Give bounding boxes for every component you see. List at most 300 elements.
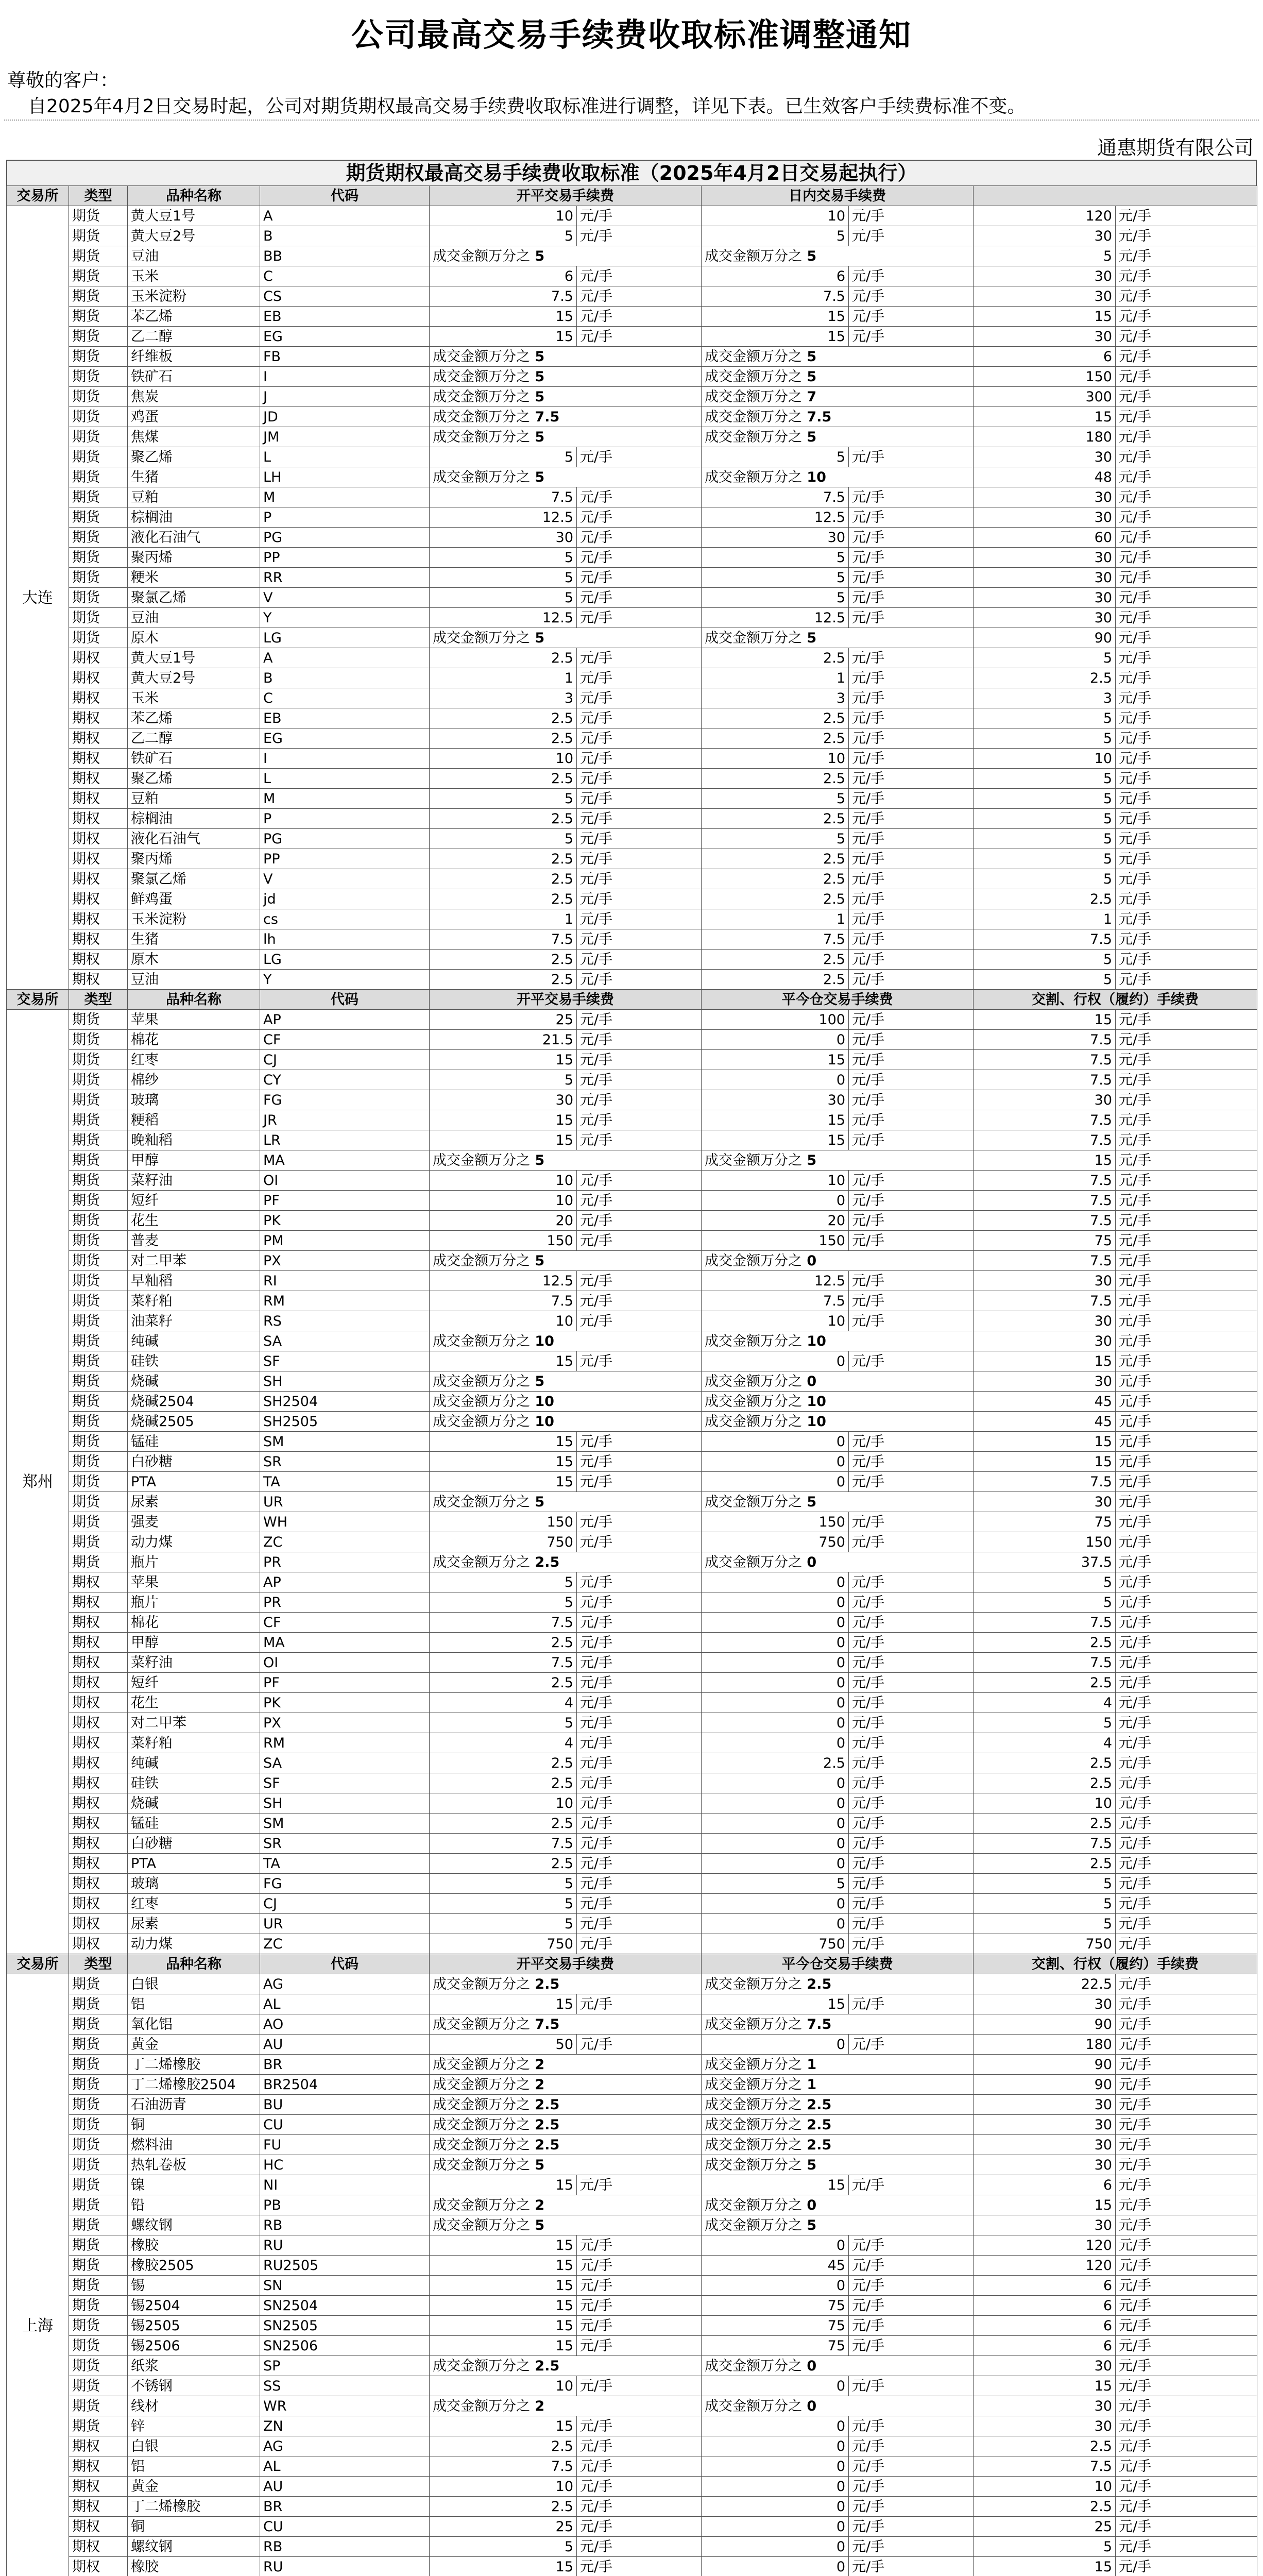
product-name: 烧碱 <box>128 1793 260 1814</box>
table-row <box>7 407 1257 427</box>
product-code: SP <box>260 2356 430 2376</box>
table-row <box>7 2235 1257 2256</box>
product-code: CY <box>260 1070 430 1090</box>
instrument-type: 期货 <box>69 1311 128 1331</box>
table-row <box>7 2477 1257 2497</box>
intraday-fee-value: 5 <box>702 226 849 246</box>
instrument-type: 期货 <box>69 266 128 286</box>
instrument-type: 期货 <box>69 2115 128 2135</box>
delivery-fee-unit: 元/手 <box>1116 1432 1257 1452</box>
instrument-type: 期权 <box>69 2497 128 2517</box>
delivery-fee-value: 6 <box>974 2276 1116 2296</box>
instrument-type: 期权 <box>69 1773 128 1793</box>
table-row <box>7 588 1257 608</box>
product-code: C <box>260 688 430 708</box>
product-code: CJ <box>260 1894 430 1914</box>
intraday-fee-unit: 元/手 <box>849 1653 974 1673</box>
product-name: 玉米 <box>128 688 260 708</box>
table-row <box>7 849 1257 869</box>
delivery-fee-value: 7.5 <box>974 1050 1116 1070</box>
intraday-fee-value: 12.5 <box>702 507 849 528</box>
intraday-fee-unit: 元/手 <box>849 1613 974 1633</box>
intraday-fee-value: 0 <box>702 2436 849 2456</box>
delivery-fee-unit: 元/手 <box>1116 1331 1257 1351</box>
delivery-fee-value: 7.5 <box>974 2456 1116 2477</box>
delivery-fee-unit: 元/手 <box>1116 2396 1257 2416</box>
table-row <box>7 889 1257 909</box>
open-close-fee-unit: 元/手 <box>577 2436 702 2456</box>
delivery-fee-value: 30 <box>974 487 1116 507</box>
instrument-type: 期权 <box>69 2557 128 2576</box>
open-close-fee-unit: 元/手 <box>577 849 702 869</box>
product-name: 晚籼稻 <box>128 1130 260 1150</box>
open-close-fee-unit: 元/手 <box>577 1934 702 1954</box>
open-close-fee-unit: 元/手 <box>577 528 702 548</box>
delivery-fee-unit: 元/手 <box>1116 1854 1257 1874</box>
open-close-fee-prefix: 成交金额万分之 <box>433 248 530 264</box>
product-code: TA <box>260 1854 430 1874</box>
open-close-fee-unit: 元/手 <box>577 307 702 327</box>
delivery-fee-value: 6 <box>974 2175 1116 2195</box>
instrument-type: 期权 <box>69 1934 128 1954</box>
delivery-fee-unit: 元/手 <box>1116 2537 1257 2557</box>
exchange-name: 大连 <box>7 206 69 990</box>
open-close-fee-prefix: 成交金额万分之 <box>433 2398 530 2414</box>
intraday-fee-unit: 元/手 <box>849 1271 974 1291</box>
open-close-fee-unit: 元/手 <box>577 889 702 909</box>
open-close-fee-value: 20 <box>430 1211 577 1231</box>
product-code: LR <box>260 1130 430 1150</box>
instrument-type: 期货 <box>69 2155 128 2175</box>
table-row <box>7 2075 1257 2095</box>
product-name: 粳米 <box>128 568 260 588</box>
product-code: lh <box>260 929 430 950</box>
delivery-fee-unit: 元/手 <box>1116 688 1257 708</box>
product-name: 棉花 <box>128 1030 260 1050</box>
intraday-fee-prefix: 成交金额万分之 <box>705 409 802 425</box>
intraday-fee-value <box>702 2014 974 2035</box>
open-close-fee-value: 150 <box>430 1231 577 1251</box>
table-row <box>7 2296 1257 2316</box>
table-row <box>7 608 1257 628</box>
open-close-fee-rate: 7.5 <box>530 2016 560 2032</box>
delivery-fee-unit: 元/手 <box>1116 1090 1257 1110</box>
intraday-fee-value: 7.5 <box>702 487 849 507</box>
product-name: 铅 <box>128 2195 260 2215</box>
open-close-fee-value: 5 <box>430 447 577 467</box>
product-name: 锡2505 <box>128 2316 260 2336</box>
open-close-fee-prefix: 成交金额万分之 <box>433 368 530 385</box>
product-code: AL <box>260 1994 430 2014</box>
instrument-type: 期货 <box>69 1090 128 1110</box>
intraday-fee-value: 0 <box>702 1351 849 1371</box>
header-product: 品种名称 <box>128 990 260 1010</box>
intraday-fee-prefix: 成交金额万分之 <box>705 348 802 365</box>
delivery-fee-unit: 元/手 <box>1116 2195 1257 2215</box>
intraday-fee-value: 30 <box>702 528 849 548</box>
product-code: SH2504 <box>260 1392 430 1412</box>
intraday-fee-value: 5 <box>702 789 849 809</box>
delivery-fee-value: 5 <box>974 708 1116 728</box>
instrument-type: 期权 <box>69 1613 128 1633</box>
table-row <box>7 1070 1257 1090</box>
table-row <box>7 1090 1257 1110</box>
product-code: ZC <box>260 1532 430 1552</box>
table-row <box>7 246 1257 266</box>
table-row <box>7 1854 1257 1874</box>
open-close-fee-unit: 元/手 <box>577 1713 702 1733</box>
delivery-fee-value: 30 <box>974 1311 1116 1331</box>
open-close-fee-unit: 元/手 <box>577 226 702 246</box>
intraday-fee-rate: 5 <box>802 1494 817 1510</box>
table-row <box>7 1492 1257 1512</box>
open-close-fee-prefix: 成交金额万分之 <box>433 2076 530 2093</box>
instrument-type: 期货 <box>69 487 128 507</box>
open-close-fee-value: 5 <box>430 588 577 608</box>
intraday-fee-value: 20 <box>702 1211 849 1231</box>
open-close-fee-value: 10 <box>430 1191 577 1211</box>
intraday-fee-unit: 元/手 <box>849 266 974 286</box>
product-code: RI <box>260 1271 430 1291</box>
header-open-close-fee: 开平交易手续费 <box>430 990 702 1010</box>
table-row <box>7 1432 1257 1452</box>
open-close-fee-prefix: 成交金额万分之 <box>433 2016 530 2032</box>
open-close-fee-value: 2.5 <box>430 769 577 789</box>
intraday-fee-prefix: 成交金额万分之 <box>705 2076 802 2093</box>
product-name: 硅铁 <box>128 1351 260 1371</box>
instrument-type: 期权 <box>69 869 128 889</box>
instrument-type: 期货 <box>69 2296 128 2316</box>
intraday-fee-unit: 元/手 <box>849 1130 974 1150</box>
open-close-fee-unit: 元/手 <box>577 1090 702 1110</box>
open-close-fee-unit: 元/手 <box>577 2537 702 2557</box>
intraday-fee-unit: 元/手 <box>849 1673 974 1693</box>
table-row <box>7 1693 1257 1713</box>
intraday-fee-value <box>702 246 974 266</box>
open-close-fee-value: 25 <box>430 2517 577 2537</box>
product-name: 原木 <box>128 950 260 970</box>
delivery-fee-value: 60 <box>974 528 1116 548</box>
instrument-type: 期货 <box>69 628 128 648</box>
delivery-fee-value: 7.5 <box>974 1472 1116 1492</box>
delivery-fee-unit: 元/手 <box>1116 889 1257 909</box>
product-name: 聚氯乙烯 <box>128 588 260 608</box>
instrument-type: 期货 <box>69 2396 128 2416</box>
intraday-fee-unit: 元/手 <box>849 1030 974 1050</box>
intraday-fee-unit: 元/手 <box>849 1733 974 1753</box>
table-row <box>7 628 1257 648</box>
intraday-fee-value: 75 <box>702 2316 849 2336</box>
delivery-fee-value: 30 <box>974 286 1116 307</box>
product-name: 纯碱 <box>128 1753 260 1773</box>
instrument-type: 期货 <box>69 1010 128 1030</box>
intraday-fee-prefix: 成交金额万分之 <box>705 2358 802 2374</box>
intraday-fee-value: 15 <box>702 2175 849 2195</box>
product-name: 甲醇 <box>128 1633 260 1653</box>
instrument-type: 期权 <box>69 1633 128 1653</box>
delivery-fee-value: 6 <box>974 2316 1116 2336</box>
intraday-fee-value <box>702 1331 974 1351</box>
instrument-type: 期权 <box>69 728 128 749</box>
delivery-fee-value: 7.5 <box>974 1191 1116 1211</box>
delivery-fee-unit: 元/手 <box>1116 2215 1257 2235</box>
open-close-fee-unit: 元/手 <box>577 1351 702 1371</box>
open-close-fee-rate: 5 <box>530 469 545 485</box>
open-close-fee-value: 5 <box>430 1592 577 1613</box>
open-close-fee-value: 10 <box>430 2477 577 2497</box>
delivery-fee-unit: 元/手 <box>1116 2497 1257 2517</box>
table-row <box>7 2537 1257 2557</box>
intraday-fee-value: 10 <box>702 1171 849 1191</box>
intraday-fee-prefix: 成交金额万分之 <box>705 1333 802 1349</box>
intraday-fee-unit: 元/手 <box>849 1874 974 1894</box>
open-close-fee-unit: 元/手 <box>577 749 702 769</box>
product-code: PK <box>260 1211 430 1231</box>
open-close-fee-prefix: 成交金额万分之 <box>433 348 530 365</box>
intraday-fee-value: 0 <box>702 1191 849 1211</box>
intraday-fee-value: 45 <box>702 2256 849 2276</box>
open-close-fee-value: 7.5 <box>430 1291 577 1311</box>
table-row <box>7 769 1257 789</box>
intraday-fee-value: 0 <box>702 1693 849 1713</box>
table-row <box>7 2055 1257 2075</box>
product-code: SM <box>260 1814 430 1834</box>
instrument-type: 期权 <box>69 708 128 728</box>
open-close-fee-value: 15 <box>430 1472 577 1492</box>
intraday-fee-value: 7.5 <box>702 1291 849 1311</box>
product-name: 铜 <box>128 2115 260 2135</box>
intraday-fee-unit: 元/手 <box>849 2296 974 2316</box>
delivery-fee-unit: 元/手 <box>1116 1492 1257 1512</box>
product-code: SH2505 <box>260 1412 430 1432</box>
intraday-fee-value: 0 <box>702 2235 849 2256</box>
instrument-type: 期货 <box>69 1351 128 1371</box>
delivery-fee-value: 30 <box>974 2135 1116 2155</box>
product-code: P <box>260 507 430 528</box>
intraday-fee-rate: 2.5 <box>802 2116 832 2133</box>
product-code: SH <box>260 1371 430 1392</box>
product-name: 豆粕 <box>128 487 260 507</box>
product-name: 苯乙烯 <box>128 307 260 327</box>
open-close-fee-prefix: 成交金额万分之 <box>433 1373 530 1389</box>
product-code: SS <box>260 2376 430 2396</box>
product-name: 豆粕 <box>128 789 260 809</box>
intraday-fee-rate: 10 <box>802 1393 826 1410</box>
open-close-fee-value: 6 <box>430 266 577 286</box>
delivery-fee-unit: 元/手 <box>1116 307 1257 327</box>
table-row <box>7 1171 1257 1191</box>
table-row <box>7 1130 1257 1150</box>
product-name: 红枣 <box>128 1050 260 1070</box>
delivery-fee-unit: 元/手 <box>1116 2436 1257 2456</box>
product-name: 苯乙烯 <box>128 708 260 728</box>
delivery-fee-value: 30 <box>974 507 1116 528</box>
open-close-fee-value: 2.5 <box>430 1854 577 1874</box>
intraday-fee-unit: 元/手 <box>849 789 974 809</box>
open-close-fee-value: 2.5 <box>430 2497 577 2517</box>
intraday-fee-unit: 元/手 <box>849 2456 974 2477</box>
header-delivery-fee: 交割、行权（履约）手续费 <box>974 1954 1257 1974</box>
delivery-fee-unit: 元/手 <box>1116 1753 1257 1773</box>
intraday-fee-rate: 0 <box>802 1554 817 1570</box>
open-close-fee-prefix: 成交金额万分之 <box>433 2096 530 2113</box>
instrument-type: 期货 <box>69 1452 128 1472</box>
intraday-fee-unit: 元/手 <box>849 1231 974 1251</box>
intraday-fee-prefix: 成交金额万分之 <box>705 1252 802 1269</box>
intraday-fee-value: 15 <box>702 1130 849 1150</box>
instrument-type: 期权 <box>69 749 128 769</box>
delivery-fee-unit: 元/手 <box>1116 2336 1257 2356</box>
open-close-fee-value: 2.5 <box>430 1773 577 1793</box>
product-name: 烧碱2504 <box>128 1392 260 1412</box>
product-name: 锰硅 <box>128 1814 260 1834</box>
divider <box>4 120 1259 121</box>
table-row <box>7 528 1257 548</box>
table-row <box>7 1371 1257 1392</box>
intraday-fee-value: 0 <box>702 1613 849 1633</box>
header-intraday-fee: 平今仓交易手续费 <box>702 990 974 1010</box>
intraday-fee-rate: 2.5 <box>802 1976 832 1992</box>
intraday-fee-rate: 5 <box>802 1152 817 1168</box>
intraday-fee-value: 0 <box>702 1713 849 1733</box>
intraday-fee-value <box>702 2055 974 2075</box>
open-close-fee-value: 5 <box>430 226 577 246</box>
instrument-type: 期权 <box>69 1914 128 1934</box>
delivery-fee-unit: 元/手 <box>1116 1392 1257 1412</box>
open-close-fee-unit: 元/手 <box>577 2456 702 2477</box>
product-code: CF <box>260 1030 430 1050</box>
intraday-fee-value: 0 <box>702 1814 849 1834</box>
product-name: 白银 <box>128 2436 260 2456</box>
table-row <box>7 2316 1257 2336</box>
intraday-fee-prefix: 成交金额万分之 <box>705 1554 802 1570</box>
intraday-fee-value: 0 <box>702 1854 849 1874</box>
intraday-fee-rate: 5 <box>802 429 817 445</box>
intraday-fee-value: 0 <box>702 1894 849 1914</box>
intraday-fee-unit: 元/手 <box>849 1572 974 1592</box>
delivery-fee-unit: 元/手 <box>1116 970 1257 990</box>
delivery-fee-value: 30 <box>974 2115 1116 2135</box>
product-code: OI <box>260 1653 430 1673</box>
intraday-fee-value <box>702 1552 974 1572</box>
open-close-fee-value: 10 <box>430 1793 577 1814</box>
open-close-fee-value: 30 <box>430 528 577 548</box>
product-name: 动力煤 <box>128 1532 260 1552</box>
open-close-fee-value: 15 <box>430 1050 577 1070</box>
delivery-fee-unit: 元/手 <box>1116 2557 1257 2576</box>
product-name: 焦炭 <box>128 387 260 407</box>
instrument-type: 期权 <box>69 809 128 829</box>
open-close-fee-value: 12.5 <box>430 1271 577 1291</box>
delivery-fee-value: 5 <box>974 1592 1116 1613</box>
product-name: 玉米淀粉 <box>128 286 260 307</box>
intraday-fee-rate: 10 <box>802 1413 826 1430</box>
delivery-fee-value: 1 <box>974 909 1116 929</box>
instrument-type: 期货 <box>69 206 128 226</box>
intraday-fee-value: 0 <box>702 2477 849 2497</box>
product-name: 燃料油 <box>128 2135 260 2155</box>
delivery-fee-value: 15 <box>974 2557 1116 2576</box>
delivery-fee-value: 120 <box>974 2256 1116 2276</box>
delivery-fee-value: 150 <box>974 1532 1116 1552</box>
exchange-name: 上海 <box>7 1974 69 2576</box>
intraday-fee-value: 2.5 <box>702 728 849 749</box>
intraday-fee-value: 7.5 <box>702 286 849 307</box>
delivery-fee-value: 180 <box>974 427 1116 447</box>
delivery-fee-value: 15 <box>974 2376 1116 2396</box>
product-code: PG <box>260 528 430 548</box>
product-name: 黄大豆1号 <box>128 648 260 668</box>
intraday-fee-value <box>702 1412 974 1432</box>
instrument-type: 期货 <box>69 1974 128 1994</box>
open-close-fee-value: 15 <box>430 2316 577 2336</box>
greeting: 尊敬的客户： <box>7 70 119 91</box>
instrument-type: 期权 <box>69 1733 128 1753</box>
open-close-fee-rate: 2.5 <box>530 2116 560 2133</box>
product-code: BR <box>260 2055 430 2075</box>
intraday-fee-value <box>702 1371 974 1392</box>
open-close-fee-value: 2.5 <box>430 1814 577 1834</box>
instrument-type: 期货 <box>69 347 128 367</box>
delivery-fee-value: 2.5 <box>974 1773 1116 1793</box>
delivery-fee-value: 5 <box>974 869 1116 889</box>
header-code: 代码 <box>260 990 430 1010</box>
product-name: 黄金 <box>128 2035 260 2055</box>
instrument-type: 期货 <box>69 2014 128 2035</box>
open-close-fee-value: 15 <box>430 2256 577 2276</box>
delivery-fee-unit: 元/手 <box>1116 1934 1257 1954</box>
table-row <box>7 2517 1257 2537</box>
delivery-fee-unit: 元/手 <box>1116 1552 1257 1572</box>
delivery-fee-value: 10 <box>974 1793 1116 1814</box>
intraday-fee-value <box>702 1392 974 1412</box>
intraday-fee-prefix: 成交金额万分之 <box>705 2197 802 2213</box>
open-close-fee-value <box>430 2215 702 2235</box>
exchange-name: 郑州 <box>7 1010 69 1954</box>
table-row <box>7 2175 1257 2195</box>
intraday-fee-value <box>702 2195 974 2215</box>
delivery-fee-value: 48 <box>974 467 1116 487</box>
table-row <box>7 1834 1257 1854</box>
open-close-fee-value <box>430 2014 702 2035</box>
product-name: 乙二醇 <box>128 728 260 749</box>
open-close-fee-value <box>430 2396 702 2416</box>
intraday-fee-value: 75 <box>702 2296 849 2316</box>
open-close-fee-rate: 2.5 <box>530 1976 560 1992</box>
delivery-fee-value: 7.5 <box>974 1130 1116 1150</box>
instrument-type: 期货 <box>69 2215 128 2235</box>
delivery-fee-value: 2.5 <box>974 889 1116 909</box>
product-name: 黄大豆1号 <box>128 206 260 226</box>
intraday-fee-prefix: 成交金额万分之 <box>705 388 802 405</box>
table-row <box>7 1251 1257 1271</box>
delivery-fee-value: 150 <box>974 367 1116 387</box>
delivery-fee-unit: 元/手 <box>1116 246 1257 266</box>
open-close-fee-unit: 元/手 <box>577 1472 702 1492</box>
intraday-fee-prefix: 成交金额万分之 <box>705 469 802 485</box>
table-row <box>7 950 1257 970</box>
product-name: 烧碱 <box>128 1371 260 1392</box>
open-close-fee-prefix: 成交金额万分之 <box>433 429 530 445</box>
product-code: ZC <box>260 1934 430 1954</box>
delivery-fee-value: 25 <box>974 2517 1116 2537</box>
delivery-fee-unit: 元/手 <box>1116 1633 1257 1653</box>
header-product: 品种名称 <box>128 186 260 206</box>
product-code: SA <box>260 1753 430 1773</box>
instrument-type: 期货 <box>69 1492 128 1512</box>
delivery-fee-unit: 元/手 <box>1116 226 1257 246</box>
delivery-fee-value: 30 <box>974 1090 1116 1110</box>
